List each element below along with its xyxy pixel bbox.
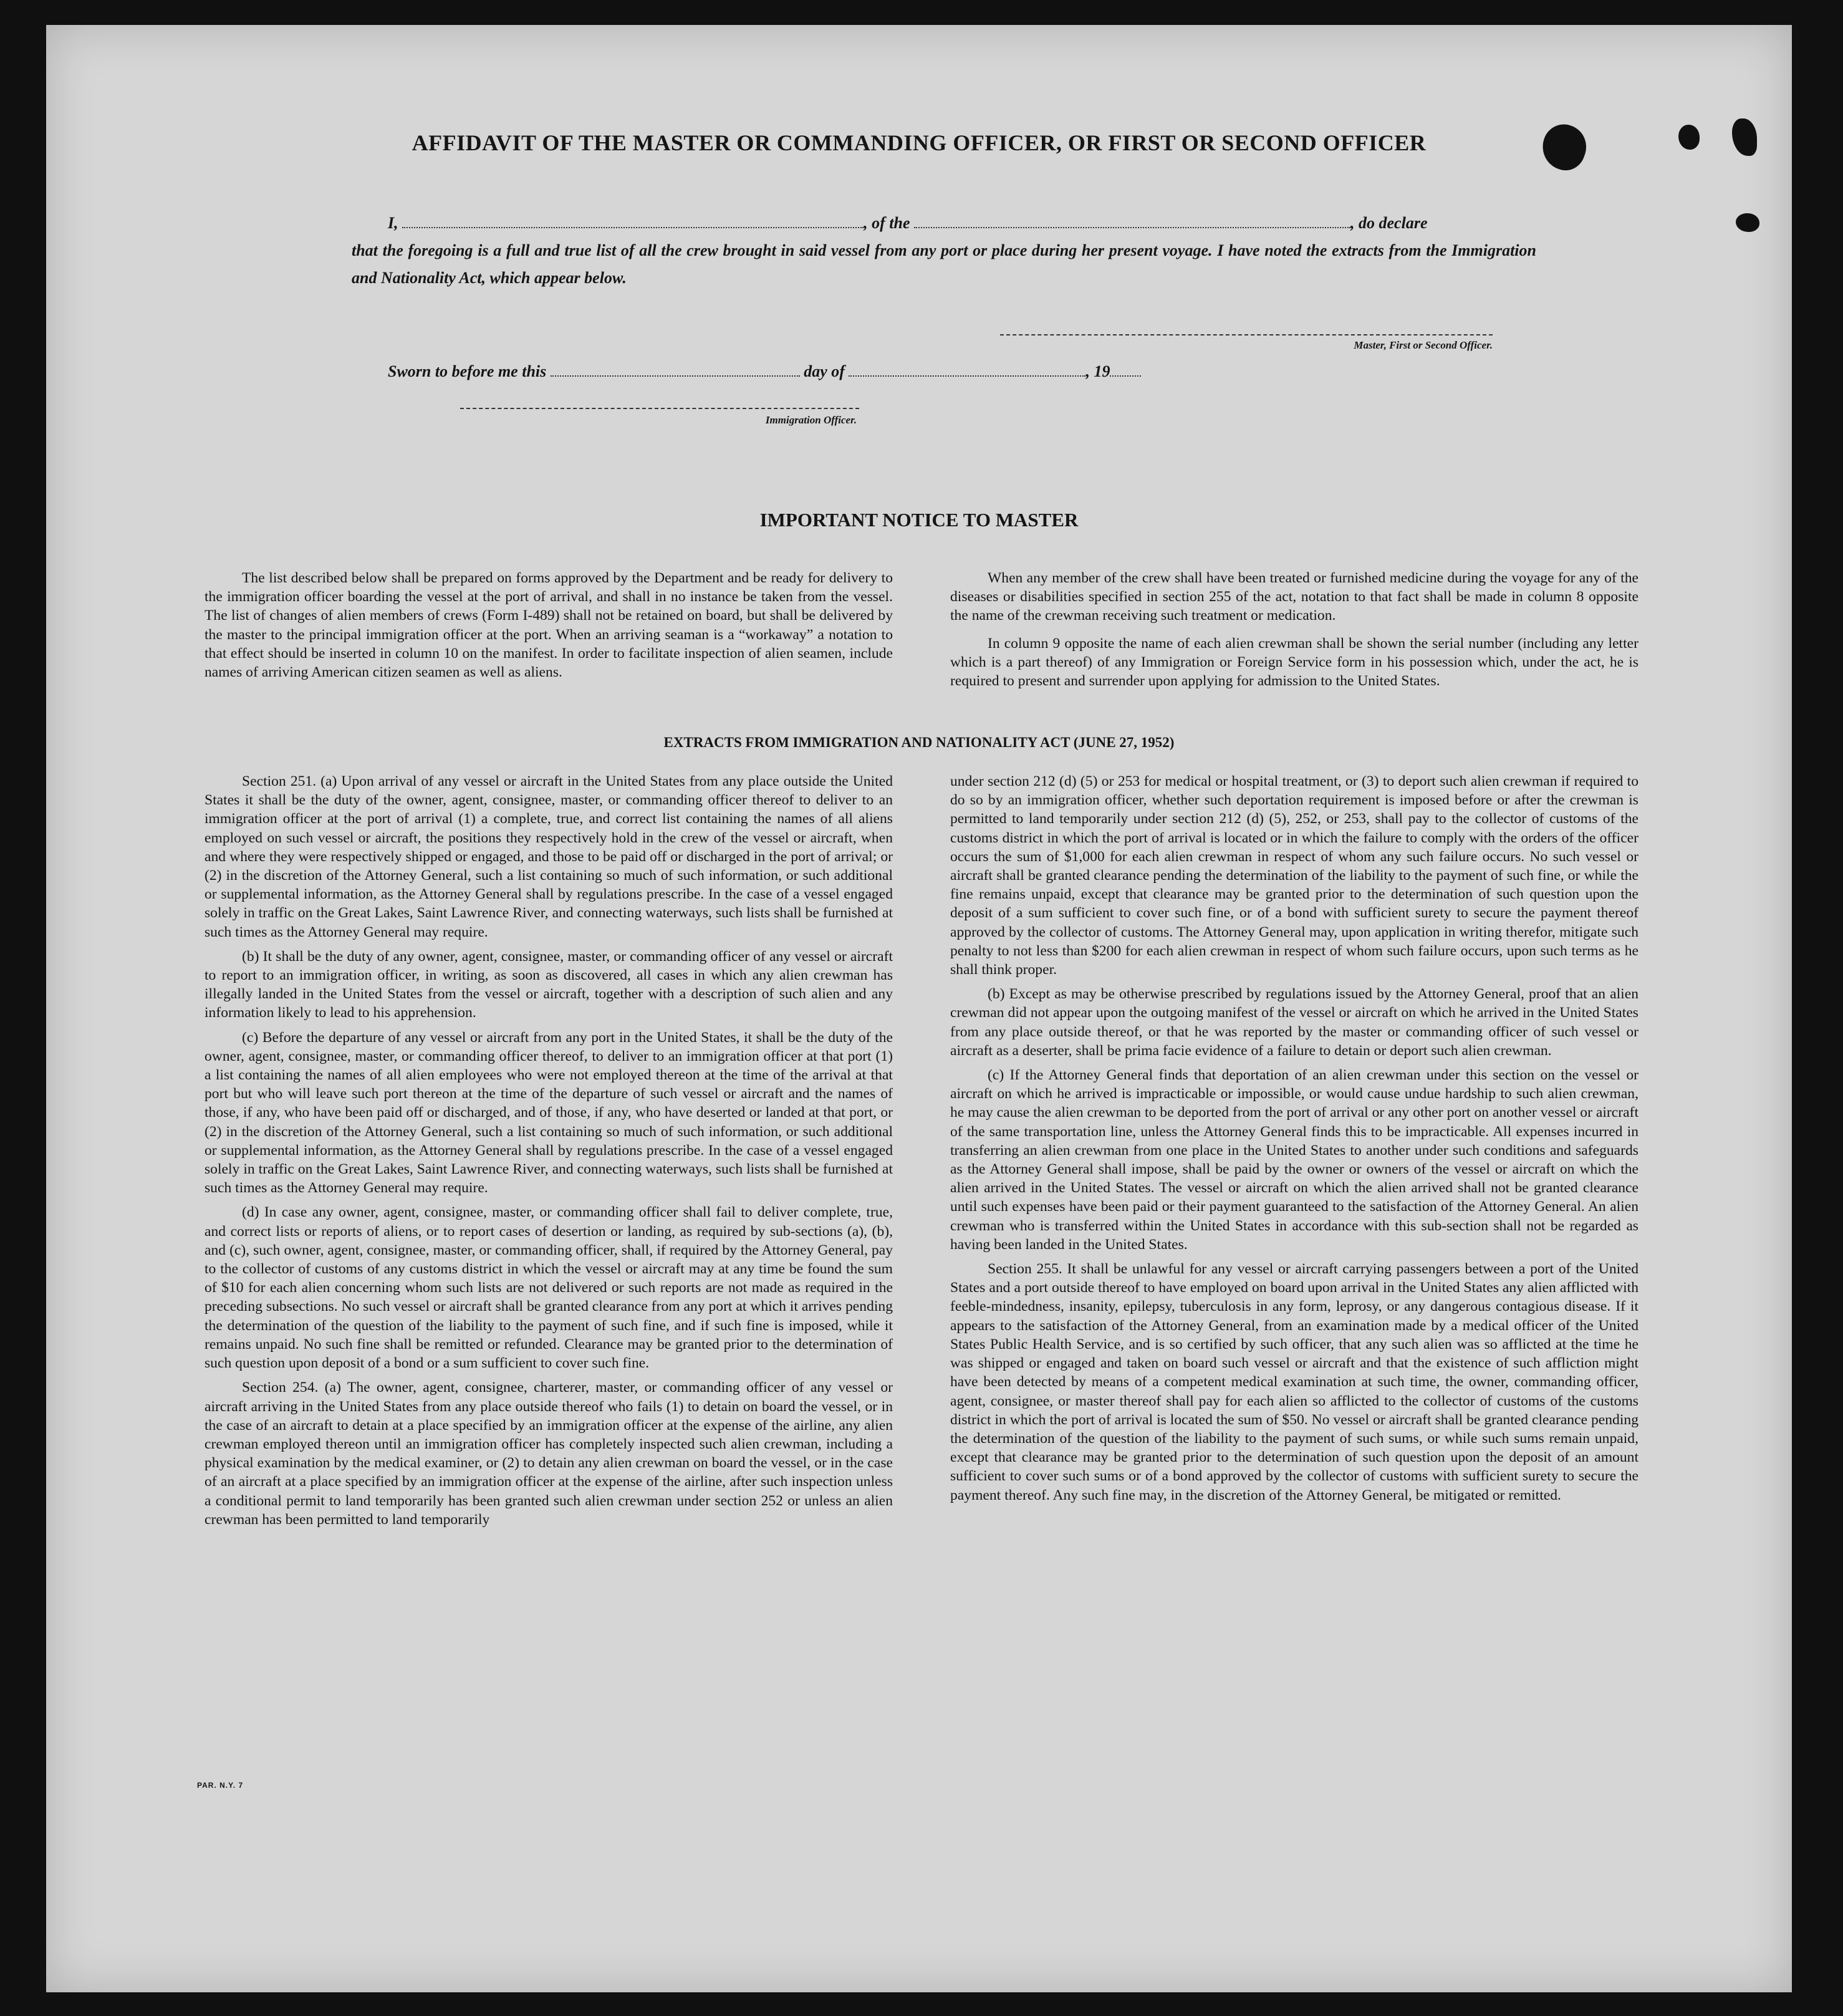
extracts-title: EXTRACTS FROM IMMIGRATION AND NATIONALITY ACT (JUNE 27, 1952) [663,735,1175,750]
notice-right-paragraph: When any member of the crew shall have been treated or furnished medicine during the voyage for any of the diseases or disabilities specified in section 255 of the act, notation to that fact shall be made in column 8 opposite the name of the crewman receiving such treatment or medication. [950,570,1638,624]
day-of-label: day of [804,362,845,380]
declaration-text: that the foregoing is a full and true list of all the crew brought in said vessel from any port or place during her present voyage. I have noted the extracts from the Immigration and Nationality Act, which appear below. [352,241,1536,287]
sworn-year-field[interactable] [1110,362,1141,377]
section-254b: (b) Except as may be otherwise prescribed by regulations issued by the Attorney General, proof that an alien crewman did not appear upon the outgoing manifest of the vessel or aircraft on which he arrived in the United States from any place outside thereof, or that he was reported by the master or commanding officer of such vessel or aircraft as a deserter, shall be prima facie evidence of a failure to detain or deport such alien crewman. [950,986,1638,1059]
extracts-left-column [205,772,893,1535]
sworn-line [388,358,1323,385]
year-label: , 19 [1085,362,1110,380]
name-field[interactable] [402,213,864,228]
vessel-field[interactable] [914,213,1350,228]
sworn-day-field[interactable] [551,362,800,377]
master-signature-line[interactable] [1000,334,1493,335]
immigration-officer-signature-line[interactable] [460,408,859,409]
notice-right-column [950,569,1638,696]
print-code: PAR. N.Y. 7 [197,1781,244,1790]
do-declare-label: , do declare [1350,214,1428,232]
notice-title: IMPORTANT NOTICE TO MASTER [759,509,1079,531]
section-251b: (b) It shall be the duty of any owner, agent, consignee, master, or commanding officer of any vessel or aircraft to report to an immigration officer, in writing, as soon as discovered, all cases in which any alien crewman has illegally landed in the United States from the vessel or aircraft, together with a description of such alien and any information likely to lead to his apprehension. [205,948,893,1021]
of-the-label: , of the [864,214,910,232]
extracts-right-column [950,772,1638,1510]
section-254a: Section 254. (a) The owner, agent, consignee, charterer, master, or commanding officer of any vessel or aircraft arriving in the United States from any place outside thereof who fails (1) to detain on board the vessel, or in the case of an aircraft to detain at a place specified by an immigration officer at the expense of the airline, any alien crewman employed thereon until an immigration officer has completely inspected such alien crewman, including a physical examination by the medical examiner, or (2) to detain any alien crewman on board the vessel, or in the case of an aircraft at a place specified by an immigration officer at the expense of the airline, after such inspection unless a conditional permit to land temporarily has been granted such alien crewman under section 252 or unless an alien crewman has been permitted to land temporarily [205,1379,893,1528]
section-251c: (c) Before the departure of any vessel or aircraft from any port in the United States, it shall be the duty of the owner, agent, consignee, master, or commanding officer thereof, to deliver to an immigration officer at that port (1) a list containing the names of all alien employees who were not employed thereon at the time of the arrival at that port but who will leave such port thereon at the time of the departure of such vessel or aircraft and the names of those, if any, who have been paid off or discharged, and of those, if any, who have deserted or landed at that port, or (2) in the discretion of the Attorney General, such a list containing so much of such information, or such additional or supplemental information, as the Attorney General shall by regulations prescribe. In the case of a vessel engaged solely in traffic on the Great Lakes, Saint Lawrence River, and connecting waterways, such lists shall be furnished at such times as the Attorney General may require. [205,1029,893,1197]
section-251a: Section 251. (a) Upon arrival of any vessel or aircraft in the United States from any place outside the United States it shall be the duty of the owner, agent, consignee, master, or commanding officer thereof to deliver to an immigration officer at the port of arrival (1) a complete, true, and correct list containing the names of all aliens employed on such vessel or aircraft, the positions they respectively hold in the crew of the vessel or aircraft, when and where they were respectively shipped or engaged, and those to be paid off or discharged in the port of arrival; or (2) in the discretion of the Attorney General, such a list containing so much of such information, or such additional or supplemental information, as the Attorney General shall by regulations prescribe. In the case of a vessel engaged solely in traffic on the Great Lakes, Saint Lawrence River, and connecting waterways, such lists shall be furnished at such times as the Attorney General may require. [205,773,893,940]
i-label: I, [388,214,398,232]
sworn-label: Sworn to before me this [388,362,547,380]
form-sheet [46,25,1792,1992]
section-251d: (d) In case any owner, agent, consignee, master, or commanding officer shall fail to deliver complete, true, and correct lists or reports of aliens, or to report cases of desertion or landing, as required by sub-sections (a), (b), and (c), such owner, agent, consignee, master, or commanding officer, shall, if required by the Attorney General, pay to the collector of customs of any customs district in which the vessel or aircraft may at any time be found the sum of $10 for each alien concerning whom such lists are not delivered or such reports are not made as required in the preceding subsections. No such vessel or aircraft shall be granted clearance from any port at which it arrives pending the determination of the question of the liability to the payment of such fine, and if such fine is imposed, while it remains unpaid. No such fine shall be remitted or refunded. Clearance may be granted prior to the determination of such question upon deposit of a bond or a sum sufficient to cover such fine. [205,1204,893,1372]
master-caption: Master, First or Second Officer. [1354,339,1493,351]
affidavit-title: AFFIDAVIT OF THE MASTER OR COMMANDING OFFICER, OR FIRST OR SECOND OFFICER [411,130,1427,155]
sworn-month-field[interactable] [849,362,1085,377]
section-254a-continued: under section 212 (d) (5) or 253 for medical or hospital treatment, or (3) to deport such alien crewman if required to do so by an immigration officer, whether such deportation requirement is imposed before or after the crewman is permitted to land temporarily under section 212 (d) (5), 252, or 253, shall pay to the collector of customs of the customs district in which the port of arrival is located or in which the failure to comply with the orders of the officer occurs the sum of $1,000 for each alien crewman in respect of whom any such failure occurs. No such vessel or aircraft shall be granted clearance pending the determination of the liability to the payment of such fine, or while the fine remains unpaid, except that clearance may be granted prior to the determination of such question upon the deposit of a sum sufficient to cover such fine, or of a bond with sufficient surety to secure the payment thereof approved by the collector of customs. The Attorney General may, upon application in writing therefor, mitigate such penalty to not less than $200 for each alien crewman in respect of whom such failure occurs, upon such terms as he shall think proper. [950,773,1638,978]
section-254c: (c) If the Attorney General finds that deportation of an alien crewman under this section on the vessel or aircraft on which he arrived is impracticable or impossible, or would cause undue hardship to such alien crewman, he may cause the alien crewman to be deported from the port of arrival or any other port on another vessel or aircraft of the same transportation line, unless the Attorney General finds this to be impracticable. All expenses incurred in transferring an alien crewman from one place in the United States to another under such conditions and safeguards as the Attorney General shall impose, shall be paid by the owner or owners of the vessel or aircraft on which the alien arrived in the United States. The vessel or aircraft on which the alien arrived shall not be granted clearance until such expenses have been paid or their payment guaranteed to the satisfaction of the Attorney General. An alien crewman who is transferred within the United States in accordance with this sub-section shall not be regarded as having been landed in the United States. [950,1067,1638,1253]
notice-right-paragraph: In column 9 opposite the name of each alien crewman shall be shown the serial number (including any letter which is a part thereof) of any Immigration or Foreign Service form in his possession which, under the act, he is required to present and surrender upon applying for admission to the United States. [950,635,1638,690]
section-255: Section 255. It shall be unlawful for any vessel or aircraft carrying passengers between a port of the United States and a port outside thereof to have employed on board upon arrival in the United States any alien afflicted with feeble-mindedness, insanity, epilepsy, tuberculosis in any form, leprosy, or any dangerous contagious disease. If it appears to the satisfaction of the Attorney General, from an examination made by a medical officer of the United States Public Health Service, and is so certified by such officer, that any such alien was so afflicted at the time he was shipped or engaged and taken on board such vessel or aircraft and that the existence of such affliction might have been detected by means of a competent medical examination at such time, the owner, commanding officer, agent, consignee, or master thereof shall pay for each alien so afflicted to the collector of customs of the customs district in which the port of arrival is located the sum of $50. No vessel or aircraft shall be granted clearance pending the determination of the question of the liability to the payment of such sums, or while such sums remain unpaid, except that clearance may be granted prior to the determination of such question upon the deposit of an amount sufficient to cover such sums or of a bond approved by the collector of customs with sufficient surety to secure the payment thereof. Any such fine may, in the discretion of the Attorney General, be mitigated or remitted. [950,1261,1638,1503]
notice-left-paragraph: The list described below shall be prepared on forms approved by the Department and be ready for delivery to the immigration officer boarding the vessel at the port of arrival, and shall in no instance be taken from the vessel. The list of changes of alien members of crews (Form I-489) shall not be retained on board, but shall be delivered by the master to the principal immigration officer at the port. When an arriving seaman is a “workaway” a notation to that effect should be inserted in column 10 on the manifest. In order to facilitate inspection of alien seamen, include names of arriving American citizen seamen as well as aliens. [205,570,893,681]
notice-left-column [205,569,893,687]
declaration-line [388,210,1535,237]
ink-blot [1736,213,1759,232]
immigration-officer-caption: Immigration Officer. [765,414,857,426]
